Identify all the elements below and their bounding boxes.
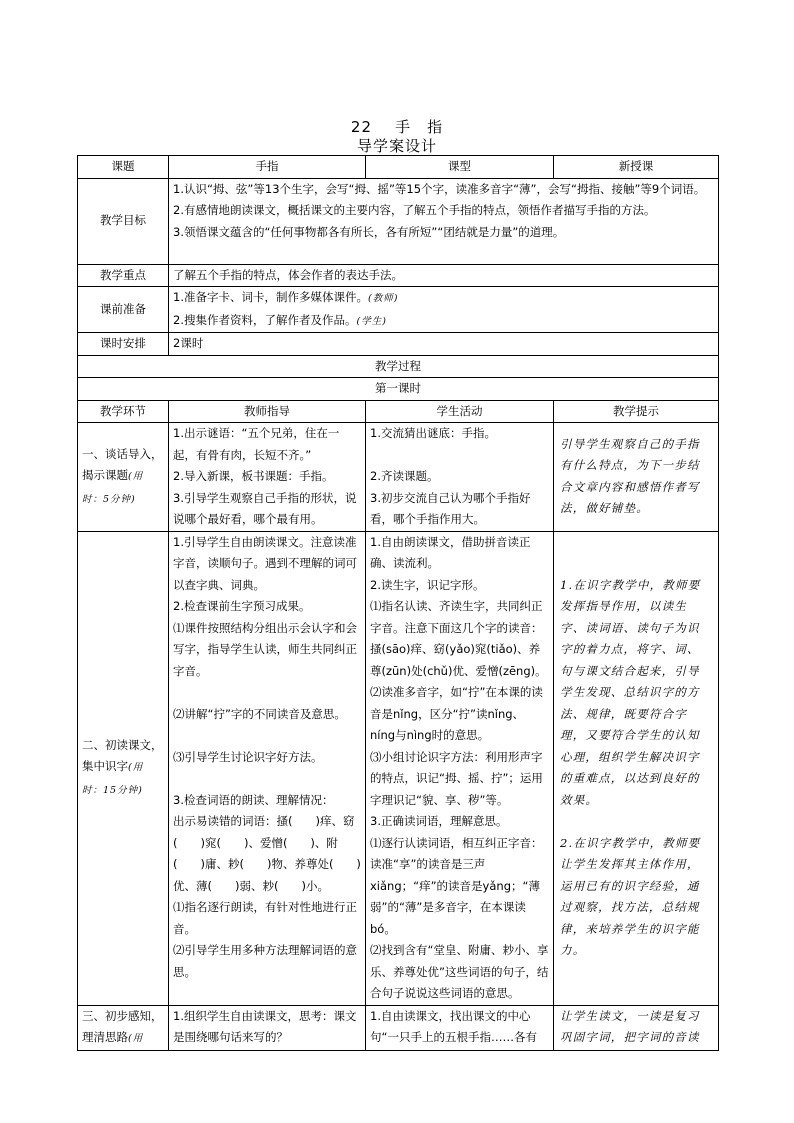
section-time: (用 xyxy=(128,1033,144,1044)
section-time: (用时：15分钟) xyxy=(82,762,144,796)
type-label: 课型 xyxy=(366,156,554,179)
student-activity xyxy=(366,1005,554,1050)
student-step xyxy=(370,445,549,467)
student-step: 1.交流猜出谜底：手指。 xyxy=(370,426,496,440)
teacher-guidance xyxy=(169,531,366,1005)
period-row xyxy=(78,378,719,401)
column-header: 教学环节 xyxy=(78,400,169,423)
student-step: ⑶小组讨论识字方法：利用形声字的特点，识记“拇、摇、拧”；运用字理识记“貌、享、秽”等。 xyxy=(370,749,543,807)
teacher-step: 出示易读错的词语：搔( )痒、窈( )窕( )、爱憎( )、附( )庸、耖( )物、养尊处( )优、薄( )弱、耖( )小。 xyxy=(173,814,361,893)
teacher-step: ⑴课件按照结构分组出示会认字和会写字，指导学生认读，师生共同纠正字音。 xyxy=(173,620,357,678)
column-header: 教学提示 xyxy=(554,400,719,423)
teacher-step: 1.出示谜语：“五个兄弟，住在一起，有骨有肉，长短不齐。” xyxy=(173,426,340,462)
prep-note: (教师) xyxy=(367,293,399,304)
process-label: 教学过程 xyxy=(78,355,719,378)
goals-row xyxy=(78,178,719,264)
prep-item: 2.搜集作者资料，了解作者及作品。(学生) xyxy=(173,312,387,327)
section-name-cell xyxy=(78,1005,169,1050)
prep-content xyxy=(169,287,719,333)
teaching-tip: 让学生读文，一读是复习巩固字词，把字词的音读 xyxy=(554,1005,719,1050)
column-header-row xyxy=(78,400,719,423)
section-row xyxy=(78,531,719,1005)
process-row xyxy=(78,355,719,378)
teaching-tip: 1.在识字教学中，教师要发挥指导作用，以读生字、读词语、读句子为识字的着力点，将字、词、句与课文结合起来，引导学生发现、总结识字的方法、规律，既要符合字理，又要符合学生的认知心理，组织学生解决识字的重难点，以达到良好的效果。 xyxy=(560,577,701,807)
section-name: 一、谈话导入，揭示课题 xyxy=(82,446,163,482)
student-step: 3.初步交流自己认为哪个手指好看，哪个手指作用大。 xyxy=(370,490,531,526)
section-row xyxy=(78,423,719,532)
goal-item: 1.认识“拇、弦”等13个生字，会写“拇、摇”等15个字，读准多音字“薄”，会写“拇指、接触”等9个词语。 xyxy=(173,181,706,196)
page-subtitle: 导学案设计 xyxy=(356,137,437,155)
student-step: 1.自由朗读课文，借助拼音读正确、读流利。 xyxy=(370,534,531,570)
goal-item: 3.领悟课文蕴含的“任何事物都各有所长，各有所短”“团结就是力量”的道理。 xyxy=(173,224,565,239)
period-label: 第一课时 xyxy=(78,378,719,401)
teacher-step: ⑵引导学生用多种方法理解词语的意思。 xyxy=(173,943,357,979)
lesson-heading xyxy=(0,116,794,137)
student-step: 1.自由读课文，找出课文的中心句“一只手上的五根手指……各有 xyxy=(370,1008,537,1044)
lesson-plan-table xyxy=(77,155,719,1051)
teacher-guidance xyxy=(169,1005,366,1050)
key-row xyxy=(78,264,719,287)
goals-content xyxy=(169,178,719,264)
student-step: ⑴指名认读、齐读生字，共同纠正字音。注意下面这几个字的读音：搔(sāo)痒、窈(yǎo)窕(tiǎo)、养尊(zūn)处(chǔ)优、爱憎(zēng)。 xyxy=(370,599,547,678)
section-row xyxy=(78,1005,719,1050)
teacher-step: 2.导入新课，板书课题：手指。 xyxy=(173,469,334,483)
prep-row xyxy=(78,287,719,333)
teaching-tip: 2.在识字教学中，教师要让学生发挥其主体作用，运用已有的识字经验，通过观察，找方法，总结规律，来培养学生的识字能力。 xyxy=(560,835,701,957)
prep-note: (学生) xyxy=(356,315,387,327)
goals-label: 教学目标 xyxy=(78,178,169,264)
type-value: 新授课 xyxy=(554,156,719,179)
student-activity xyxy=(366,531,554,1005)
student-step: 3.正确读词语，理解意思。 xyxy=(370,814,508,828)
student-step: ⑵找到含有“堂皇、附庸、耖小、享乐、养尊处优”这些词语的句子，结合句子说说这些词语的意思。 xyxy=(370,943,549,1000)
topic-value: 手指 xyxy=(169,156,366,179)
teacher-step: ⑴指名逐行朗读，有针对性地进行正音。 xyxy=(173,900,357,936)
teacher-step: 1.组织学生自由读课文，思考：课文是围绕哪句话来写的？ xyxy=(173,1008,357,1044)
section-time: (用时：5分钟) xyxy=(82,471,144,505)
student-step: 2.齐读课题。 xyxy=(370,469,439,483)
hours-label: 课时安排 xyxy=(78,333,169,356)
teaching-tips xyxy=(554,531,719,1005)
teacher-step: ⑶引导学生讨论识字好方法。 xyxy=(173,749,323,764)
topic-label: 课题 xyxy=(78,156,169,179)
student-step: 2.读生字，识记字形。 xyxy=(370,577,485,592)
teacher-step: 3.引导学生观察自己手指的形状，说说哪个最好看，哪个最有用。 xyxy=(173,490,357,526)
key-value: 了解五个手指的特点，体会作者的表达手法。 xyxy=(169,264,719,287)
column-header: 学生活动 xyxy=(366,400,554,423)
student-step: ⑴逐行认读词语，相互纠正字音：读准“享”的读音是三声xiǎng；“痒”的读音是yǎng；“薄弱”的“薄”是多音字，在本课读bó。 xyxy=(370,835,543,936)
section-name: 二、初读课文，集中识字 xyxy=(82,737,163,774)
teacher-guidance xyxy=(169,423,366,532)
teaching-tip: 引导学生观察自己的手指有什么特点，为下一步结合文章内容和感悟作者写法，做好铺垫。 xyxy=(554,423,719,532)
key-label: 教学重点 xyxy=(78,264,169,287)
teacher-step: ⑵讲解“拧”字的不同读音及意思。 xyxy=(173,706,346,721)
topic-row xyxy=(78,156,719,179)
goal-item: 2.有感情地朗读课文，概括课文的主要内容，了解五个手指的特点，领悟作者描写手指的方法。 xyxy=(173,203,656,217)
teacher-step: 2.检查课前生字预习成果。 xyxy=(173,599,311,613)
lesson-number: 22 xyxy=(350,118,372,136)
section-name-cell xyxy=(78,423,169,532)
teacher-step: 3.检查词语的朗读、理解情况： xyxy=(173,792,334,807)
section-name: 三、初步感知，理清思路 xyxy=(82,1008,163,1044)
prep-label: 课前准备 xyxy=(78,287,169,333)
lesson-title: 手 指 xyxy=(395,118,444,136)
hours-row xyxy=(78,333,719,356)
hours-value: 2课时 xyxy=(169,333,719,356)
prep-item: 1.准备字卡、词卡，制作多媒体课件。(教师) xyxy=(173,290,399,304)
teacher-step: 1.引导学生自由朗读课文。注意读准字音，读顺句子。遇到不理解的词可以查字典、词典。 xyxy=(173,534,357,592)
student-activity xyxy=(366,423,554,532)
column-header: 教师指导 xyxy=(169,400,366,423)
section-name-cell xyxy=(78,531,169,1005)
student-step: ⑵读准多音字，如“拧”在本课的读音是nǐng，区分“拧”读nǐng、níng与nìng时的意思。 xyxy=(370,685,543,742)
